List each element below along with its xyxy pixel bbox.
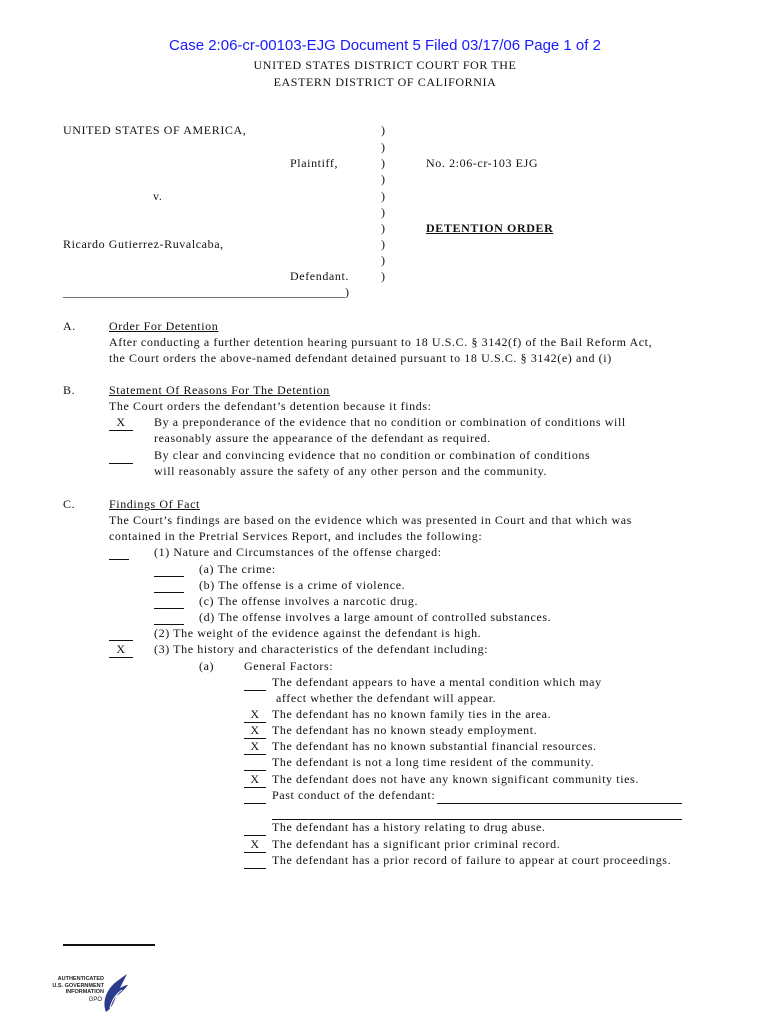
caption-paren: ) bbox=[381, 172, 385, 186]
gpo-authentication-seal bbox=[42, 972, 132, 1016]
factor-drug-abuse-text: The defendant has a history relating to drug abuse. bbox=[272, 820, 546, 834]
seal-line-2: U.S. GOVERNMENT bbox=[52, 982, 104, 989]
factor-past-conduct-text: Past conduct of the defendant: bbox=[272, 788, 436, 802]
section-a-title: Order For Detention bbox=[109, 319, 219, 333]
caption-paren: ) bbox=[381, 253, 385, 267]
factor-resident-text: The defendant is not a long time resident of the community. bbox=[272, 755, 595, 769]
section-b-intro: The Court orders the defendant’s detention because it finds: bbox=[109, 399, 432, 413]
caption-bottom-rule: _______________________________________________) bbox=[63, 285, 349, 299]
preponderance-text-line-1: By a preponderance of the evidence that no condition or combination of conditions will bbox=[154, 415, 626, 429]
finding-1c-blank bbox=[154, 594, 184, 609]
seal-line-1: AUTHENTICATED bbox=[57, 976, 104, 982]
section-c-intro-line-2: contained in the Pretrial Services Report, and includes the following: bbox=[109, 529, 483, 543]
factor-past-conduct-mark bbox=[244, 788, 266, 804]
caption-paren: ) bbox=[381, 221, 385, 235]
section-c-title: Findings Of Fact bbox=[109, 497, 200, 511]
section-b-title: Statement Of Reasons For The Detention bbox=[109, 383, 330, 397]
caption-paren: ) bbox=[381, 189, 385, 203]
defendant-party: Ricardo Gutierrez-Ruvalcaba, bbox=[63, 237, 224, 251]
caption-paren: ) bbox=[381, 140, 385, 154]
past-conduct-fill-line-1 bbox=[437, 803, 682, 804]
seal-line-3: INFORMATION bbox=[65, 989, 104, 995]
factor-financial-text: The defendant has no known substantial financial resources. bbox=[272, 739, 597, 753]
finding-3-checkmark: X bbox=[109, 642, 133, 658]
footnote-rule bbox=[63, 944, 155, 946]
clear-convincing-text-line-2: will reasonably assure the safety of any other person and the community. bbox=[154, 464, 547, 478]
preponderance-text-line-2: reasonably assure the appearance of the defendant as required. bbox=[154, 431, 491, 445]
section-a-text-line-2: the Court orders the above-named defendant detained pursuant to 18 U.S.C. § 3142(e) and (i) bbox=[109, 351, 612, 365]
general-factors-title: General Factors: bbox=[244, 659, 334, 673]
factor-family-mark: X bbox=[244, 707, 266, 723]
factor-financial-mark: X bbox=[244, 739, 266, 755]
seal-line-4: GPO bbox=[88, 996, 102, 1003]
factor-mental-line-1: The defendant appears to have a mental condition which may bbox=[272, 675, 602, 689]
finding-1-text: (1) Nature and Circumstances of the offense charged: bbox=[154, 545, 442, 559]
factor-failure-to-appear-text: The defendant has a prior record of failure to appear at court proceedings. bbox=[272, 853, 672, 867]
factor-community-text: The defendant does not have any known significant community ties. bbox=[272, 772, 639, 786]
factor-employment-text: The defendant has no known steady employment. bbox=[272, 723, 538, 737]
caption-paren: ) bbox=[381, 123, 385, 137]
plaintiff-role: Plaintiff, bbox=[290, 156, 339, 170]
versus: v. bbox=[153, 189, 163, 203]
factor-criminal-record-text: The defendant has a significant prior criminal record. bbox=[272, 837, 561, 851]
finding-2-text: (2) The weight of the evidence against the defendant is high. bbox=[154, 626, 482, 640]
eagle-icon bbox=[100, 972, 130, 1016]
caption-paren: ) bbox=[381, 205, 385, 219]
finding-2-blank bbox=[109, 626, 133, 641]
section-a-text-line-1: After conducting a further detention hearing pursuant to 18 U.S.C. § 3142(f) of the Bail Reform Act, bbox=[109, 335, 653, 349]
factor-mental-mark bbox=[244, 675, 266, 691]
section-c-letter: C. bbox=[63, 497, 76, 511]
finding-1b-text: (b) The offense is a crime of violence. bbox=[199, 578, 406, 592]
finding-1d-text: (d) The offense involves a large amount of controlled substances. bbox=[199, 610, 552, 624]
court-name-line-1: UNITED STATES DISTRICT COURT FOR THE bbox=[253, 58, 517, 72]
factor-mental-line-2: affect whether the defendant will appear. bbox=[276, 691, 497, 705]
caption-paren: ) bbox=[381, 237, 385, 251]
general-factors-label: (a) bbox=[199, 659, 215, 673]
factor-failure-to-appear-mark bbox=[244, 853, 266, 869]
case-header-stamp: Case 2:06-cr-00103-EJG Document 5 Filed 03/17/06 Page 1 of 2 bbox=[169, 37, 601, 54]
clear-convincing-text-line-1: By clear and convincing evidence that no condition or combination of conditions bbox=[154, 448, 591, 462]
seal-text bbox=[42, 976, 104, 1003]
section-c-intro-line-1: The Court’s findings are based on the evidence which was presented in Court and that which was bbox=[109, 513, 632, 527]
preponderance-checkmark: X bbox=[109, 415, 133, 431]
factor-resident-mark bbox=[244, 755, 266, 771]
defendant-role: Defendant. bbox=[290, 269, 349, 283]
plaintiff-party: UNITED STATES OF AMERICA, bbox=[63, 123, 247, 137]
case-number: No. 2:06-cr-103 EJG bbox=[426, 156, 539, 170]
factor-employment-mark: X bbox=[244, 723, 266, 739]
factor-family-text: The defendant has no known family ties in the area. bbox=[272, 707, 552, 721]
court-name-line-2: EASTERN DISTRICT OF CALIFORNIA bbox=[273, 75, 497, 89]
finding-1c-text: (c) The offense involves a narcotic drug. bbox=[199, 594, 419, 608]
finding-1b-blank bbox=[154, 578, 184, 593]
caption-paren: ) bbox=[381, 156, 385, 170]
factor-community-mark: X bbox=[244, 772, 266, 788]
caption-paren: ) bbox=[381, 269, 385, 283]
factor-drug-abuse-mark bbox=[244, 820, 266, 836]
section-b-letter: B. bbox=[63, 383, 76, 397]
section-a-letter: A. bbox=[63, 319, 76, 333]
finding-1a-blank bbox=[154, 562, 184, 577]
finding-1-blank bbox=[109, 545, 129, 560]
order-title: DETENTION ORDER bbox=[426, 221, 554, 235]
finding-1a-text: (a) The crime: bbox=[199, 562, 276, 576]
clear-convincing-checkmark bbox=[109, 448, 133, 464]
finding-3-text: (3) The history and characteristics of the defendant including: bbox=[154, 642, 489, 656]
factor-criminal-record-mark: X bbox=[244, 837, 266, 853]
finding-1d-blank bbox=[154, 610, 184, 625]
